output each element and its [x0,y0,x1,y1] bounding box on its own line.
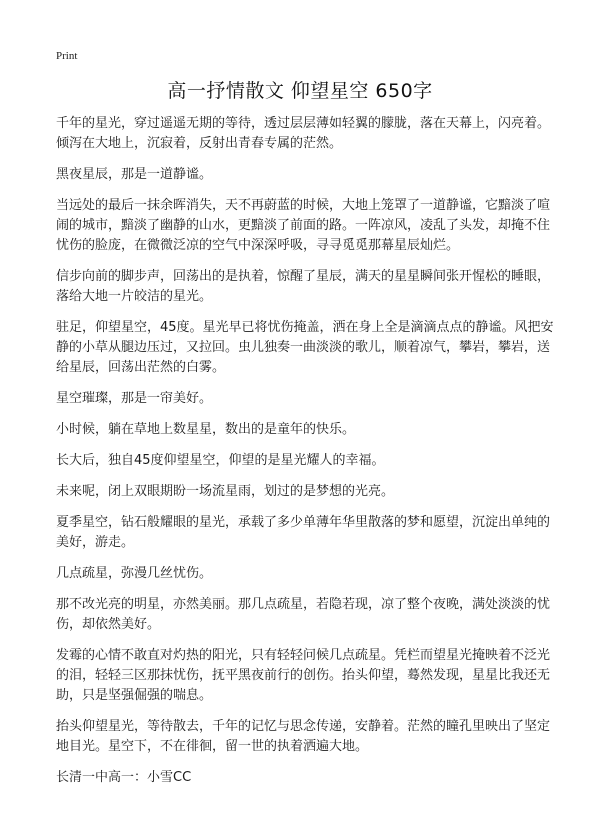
paragraph: 千年的星光，穿过遥遥无期的等待，透过层层薄如轻翼的朦胧，落在天幕上，闪亮着。倾泻在大地上，沉寂着，反射出青春专属的茫然。 [56,116,551,151]
article-body [56,114,558,788]
paragraph: 黑夜星辰，那是一道静谧。 [56,167,213,182]
paragraph: 星空璀璨，那是一帘美好。 [56,391,213,406]
paragraph: 发霉的心情不敢直对灼热的阳光，只有轻轻问候几点疏星。凭栏而望星光掩映着不泛光的泪，轻轻三区那抹忧伤，抚平黑夜前行的创伤。抬头仰望，蓦然发现，星星比我还无助，只是坚强倔强的喘息。 [56,648,551,703]
paragraph: 当远处的最后一抹余晖消失，天不再蔚蓝的时候，大地上笼罩了一道静谧，它黯淡了喧闹的城市，黯淡了幽静的山水，更黯淡了前面的路。一阵凉风，凌乱了头发，却掩不住忧伤的脸庞，在微微泛凉的空气中深深呼吸，寻寻觅觅那幕星辰灿烂。 [56,198,551,253]
paragraph: 小时候，躺在草地上数星星，数出的是童年的快乐。 [56,422,356,437]
page-title: 高一抒情散文 仰望星空 650字 [167,80,433,102]
paragraph: 未来呢，闭上双眼期盼一场流星雨，划过的是梦想的光亮。 [56,484,395,499]
paragraph: 抬头仰望星光，等待散去，千年的记忆与思念传递，安静着。茫然的瞳孔里映出了坚定地目光。星空下，不在徘徊，留一世的执着洒遍大地。 [56,719,551,754]
author-signature: 长清一中高一：小雪CC [56,770,192,785]
print-label: Print [56,50,78,62]
paragraph: 那不改光亮的明星，亦然美丽。那几点疏星，若隐若现，凉了整个夜晚，满处淡淡的忧伤，却依然美好。 [56,597,551,632]
paragraph: 驻足，仰望星空，45度。星光早已将忧伤掩盖，洒在身上全是滴滴点点的静谧。风把安静的小草从腿边压过，又拉回。虫儿独奏一曲淡淡的歌儿，顺着凉气，攀岩，攀岩，送给星辰，回荡出茫然的白雾。 [56,320,554,375]
paragraph: 信步向前的脚步声，回荡出的是执着，惊醒了星辰，满天的星星瞬间张开惺松的睡眼，落给大地一片皎洁的星光。 [56,269,551,304]
paragraph: 夏季星空，钻石般耀眼的星光，承载了多少单薄年华里散落的梦和愿望，沉淀出单纯的美好，游走。 [56,515,551,550]
paragraph: 长大后，独自45度仰望星空，仰望的是星光耀人的幸福。 [56,453,385,468]
paragraph: 几点疏星，弥漫几丝忧伤。 [56,566,213,581]
